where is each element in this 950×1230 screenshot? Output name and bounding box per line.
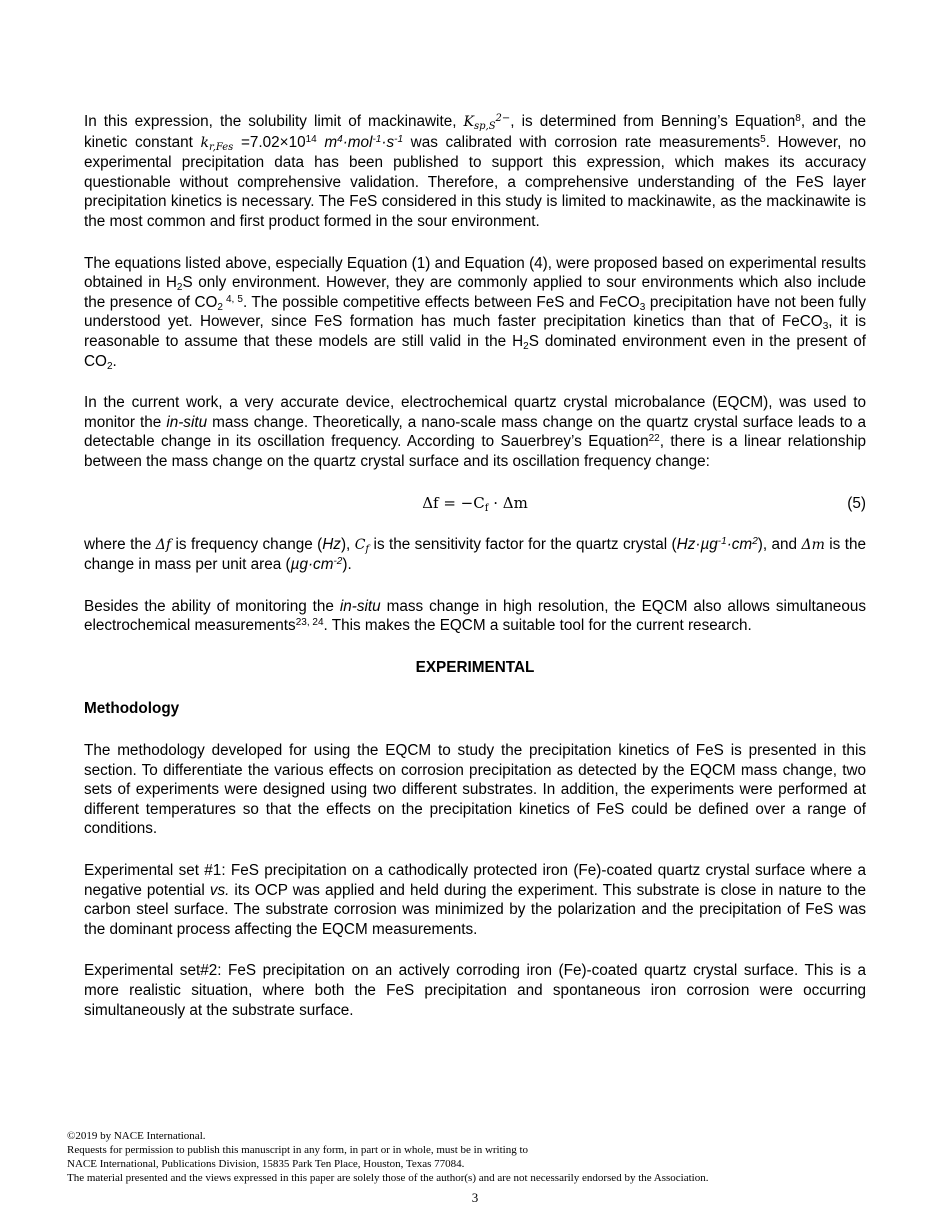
paragraph-eqcm-advantage: Besides the ability of monitoring the in-situ mass change in high resolution, the EQCM also allows simultaneous electrochemical measurements$^{23, 24}$. This makes the EQCM a suitable tool for the current research. [84, 597, 866, 635]
paragraph-equations: The equations listed above, especially Equation (1) and Equation (4), were proposed based on experimental results obtained in $H_2S$ only environment. However, they are commonly applied to sour environments which also include the presence of $CO_2$ $^{4, 5}$. The possible competitive effects between FeS and FeCO$_3$ precipitation have not been fully understood yet. However, since FeS formation has much faster precipitation kinetics than that of FeCO$_3$, it is reasonable to assume that these models are still valid in the $H_2S$ dominated environment even in the present of $CO_2$. [84, 254, 867, 372]
footer-line: ©2019 by NACE International. [67, 1130, 206, 1142]
footer-line: NACE International, Publications Division, 15835 Park Ten Place, Houston, Texas 77084. [67, 1158, 465, 1170]
paragraph-eqcm: In the current work, a very accurate device, electrochemical quartz crystal microbalance (EQCM), was used to monitor the in-situ mass change. Theoretically, a nano-scale mass change on the quartz crystal surface leads to a detectable change in its oscillation frequency. According to Sauerbrey’s Equation$^{22}$, there is a linear relationship between the mass change on the quartz crystal surface and its oscillation frequency change: [84, 394, 866, 470]
paragraph-solubility: In this expression, the solubility limit of mackinawite, $K_{sp,S}^{2-}$, is determined from Benning’s Equation$^8$, and the kinetic constant $k_{r,Fes} =7.02\times 10^{14}$ $m^4\cdot mol^{-1}\cdot s^{-1}$ was calibrated with corrosion rate measurements$^5$. However, no experimental precipitation data has been published to support this expression, which makes its accuracy questionable without comprehensive validation. Therefore, a comprehensive understanding of the FeS layer precipitation kinetics is necessary. The FeS considered in this study is limited to mackinawite, as the mackinawite is the most common and first product formed in the sour environment. [84, 113, 867, 230]
citation: 4, 5 [222, 293, 243, 305]
paper-body [84, 112, 866, 1042]
footer-line: Requests for permission to publish this manuscript in any form, in part or in whole, must be in writing to [67, 1144, 529, 1156]
paragraph-experimental-set-2: Experimental set#2: FeS precipitation on an actively corroding iron (Fe)-coated quartz crystal surface. This is a more realistic situation, where both the FeS precipitation and spontaneous iron corrosion were occurring simultaneously at the substrate surface. [84, 962, 866, 1019]
citation: 8 [795, 113, 801, 124]
subsection-heading: Methodology [84, 700, 180, 718]
equation-5 [84, 494, 866, 516]
page-number: 3 [471, 1190, 479, 1205]
paragraph-experimental-set-1: Experimental set #1: FeS precipitation on a cathodically protected iron (Fe)-coated quartz crystal surface where a negative potential vs. its OCP was applied and held during the experiment. This substrate is close in nature to the carbon steel surface. The substrate corrosion was minimized by the polarization and the precipitation of FeS was the dominant process affecting the EQCM measurements. [84, 862, 866, 938]
paragraph-variables: where the Δf is frequency change (Hz), $C_f$ is the sensitivity factor for the quartz crystal $(Hz\cdot\mu g^{-1}\cdot cm^2)$, and Δm is the change in mass per unit area $(\mu g\cdot cm^{-2})$. [84, 535, 866, 574]
paragraph-methodology: The methodology developed for using the EQCM to study the precipitation kinetics of FeS is presented in this section. To differentiate the various effects on corrosion precipitation as detected by the EQCM mass change, two sets of experiments were designed using two different substrates. In addition, the experiments were performed at different temperatures so that the effects on the precipitation kinetics of FeS could be defined over a range of conditions. [84, 742, 866, 838]
section-heading: EXPERIMENTAL [415, 658, 535, 676]
equation-body: $\Delta f = -C_f \cdot \Delta m$ [422, 493, 528, 514]
footer-line: The material presented and the views expressed in this paper are solely those of the author(s) and are not necessarily endorsed by the Association. [67, 1172, 709, 1184]
ksp-symbol: $K_{sp,S}^{2-}$ [463, 113, 511, 132]
copyright-footer [67, 1129, 887, 1185]
unit-text: $m^4\cdot mol^{-1}\cdot s^{-1}$ [316, 133, 404, 151]
kr-symbol: $k_{r,Fes}$ [200, 134, 234, 153]
citation: 22 [648, 433, 660, 445]
citation: 23, 24 [295, 617, 324, 629]
citation: 5 [760, 133, 766, 145]
equation-number: (5) [847, 494, 866, 512]
